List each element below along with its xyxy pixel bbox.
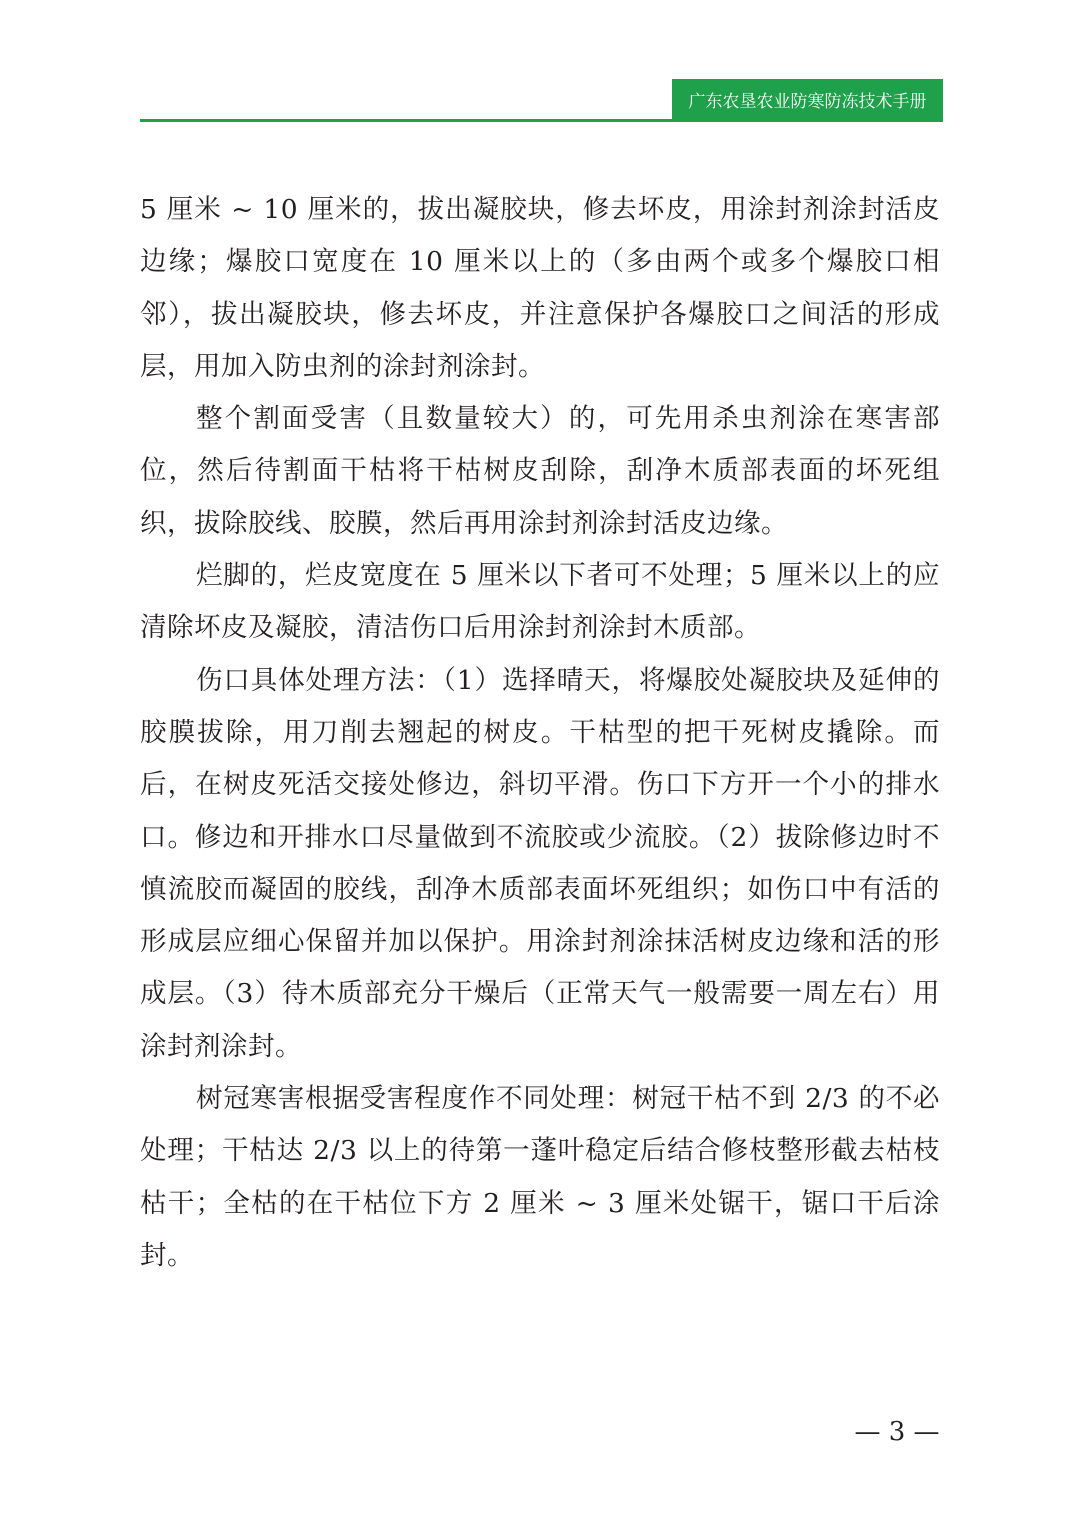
document-body bbox=[140, 184, 940, 1282]
header-divider bbox=[140, 119, 943, 122]
header-title: 广东农垦农业防寒防冻技术手册 bbox=[672, 79, 943, 119]
paragraph-rotten-foot: 烂脚的，烂皮宽度在 5 厘米以下者可不处理；5 厘米以上的应清除坏皮及凝胶，清洁伤口后用涂封剂涂封木质部。 bbox=[140, 560, 940, 644]
paragraph-continuation: 5 厘米 ~ 10 厘米的，拔出凝胶块，修去坏皮，用涂封剂涂封活皮边缘；爆胶口宽度在 10 厘米以上的（多由两个或多个爆胶口相邻），拔出凝胶块，修去坏皮，并注意保护各爆胶口之间活的形成层，用加入防虫剂的涂封剂涂封。 bbox=[140, 194, 940, 382]
paragraph-crown-damage: 树冠寒害根据受害程度作不同处理：树冠干枯不到 2/3 的不必处理；干枯达 2/3 以上的待第一蓬叶稳定后结合修枝整形截去枯枝枯干；全枯的在干枯位下方 2 厘米 ~ 3 厘米处锯干，锯口干后涂封。 bbox=[140, 1083, 940, 1271]
paragraph-wound-treatment: 伤口具体处理方法：（1）选择晴天，将爆胶处凝胶块及延伸的胶膜拔除，用刀削去翘起的树皮。干枯型的把干死树皮撬除。而后，在树皮死活交接处修边，斜切平滑。伤口下方开一个小的排水口。修边和开排水口尽量做到不流胶或少流胶。（2）拔除修边时不慎流胶而凝固的胶线，刮净木质部表面坏死组织；如伤口中有活的形成层应细心保留并加以保护。用涂封剂涂抹活树皮边缘和活的形成层。（3）待木质部充分干燥后（正常天气一般需要一周左右）用涂封剂涂封。 bbox=[140, 664, 940, 1062]
page-number: — 3 — bbox=[854, 1417, 940, 1447]
paragraph-whole-cut-surface: 整个割面受害（且数量较大）的，可先用杀虫剂涂在寒害部位，然后待割面干枯将干枯树皮刮除，刮净木质部表面的坏死组织，拔除胶线、胶膜，然后再用涂封剂涂封活皮边缘。 bbox=[140, 403, 940, 539]
